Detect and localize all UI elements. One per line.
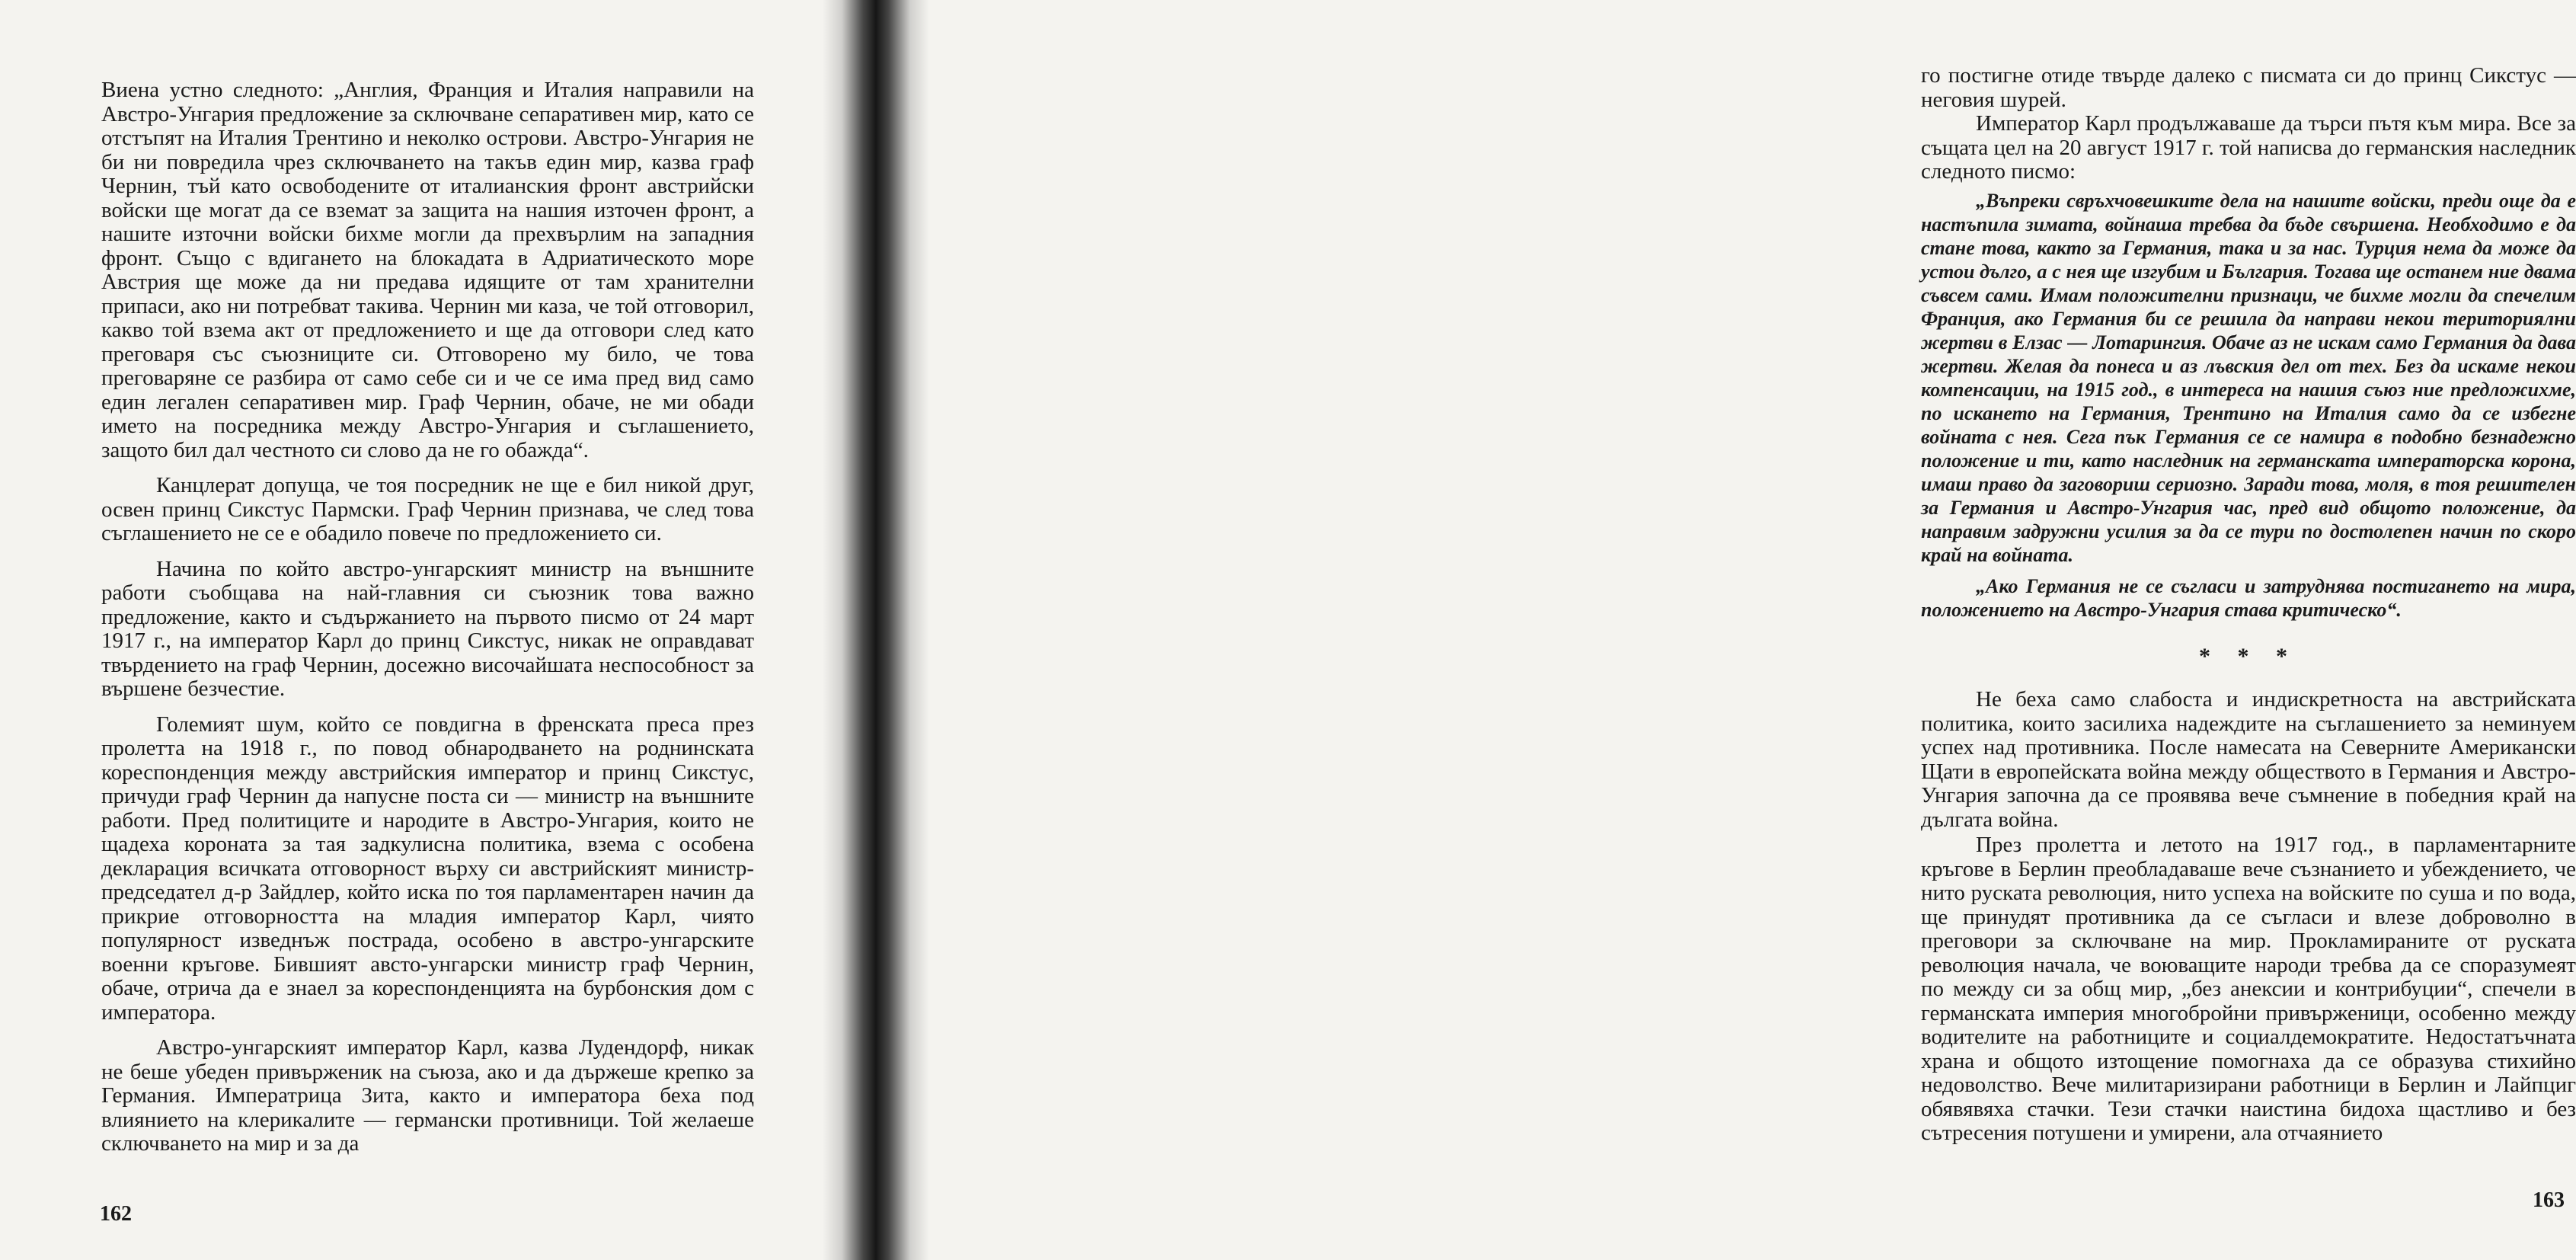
right-page	[906, 0, 2576, 1260]
paragraph: Канцлерат допуща, че тоя посредник не ще е бил никой друг, освен принц Сикстус Пармски. Граф Чернин признава, че след това съглашението не се е обадило повече по предложението си.	[101, 473, 754, 545]
paragraph: Начина по който австро-унгарският министр на външните работи съобщава на най-главния си съюзник това важно предложение, както и съдържанието на първото писмо от 24 март 1917 г., на император Карл до принц Сикстус, никак не оправдават твърдението на граф Чернин, досежно височайшата неспособност за вършене безчестие.	[101, 556, 754, 701]
paragraph: го постигне отиде твърде далеко с писмата си до принц Сикстус — неговия шурей.	[1921, 63, 2576, 112]
page-number: 162	[100, 1202, 132, 1226]
letter-quote: „Въпреки свръхчовешките дела на нашите войски, преди още да е настъпила зимата, войнаша требва да бъде свършена. Необходимо е да стане това, както за Германия, така и за нас. Турция нема да може да устои дълго, а с нея ще изгубим и България. Тогава ще останем ние двама съвсем сами. Имам положителни признаци, че бихме могли да спечелим Франция, ако Германия би се решила да направи некои териториялни жертви в Елзас — Лотарингия. Обаче аз не искам само Германия да дава жертви. Желая да понеса и аз лъвския дел от тех. Без да искаме некои компенсации, на 1915 год., в интереса на нашия съюз ние предложихме, по искането на Германия, Трентино на Италия само да се избегне войната с нея. Сега пък Германия се се намира в подобно безнадежно положение и ти, като наследник на германската императорска корона, имаш право да заговориш сериозно. Заради това, моля, в тоя решителен за Германия и Австро-Унгария час, пред вид общото положение, да направим задружни усилия за да се тури по достолепен начин по скоро край на войната.	[1921, 189, 2576, 566]
letter-quote: „Ако Германия не се съгласи и затруднява постигането на мира, положението на Австро-Унгария става критическо“.	[1921, 574, 2576, 621]
page-number: 163	[2533, 1188, 2565, 1212]
left-page-text	[101, 78, 754, 1168]
right-page-text	[1921, 64, 2576, 1157]
paragraph: Не беха само слабоста и индискретноста на австрийската политика, които засилиха надеждите на съглашението за неминуем успех над противника. После намесата на Северните Американски Щати в европейската война между обществото в Германия и Австро-Унгария започна да се проявява вече съмнение в победния край на дългата война.	[1921, 687, 2576, 832]
paragraph: През пролетта и летото на 1917 год., в парламентарните кръгове в Берлин преобладаваше вече съзнанието и убеждението, че нито руската революция, нито успеха на войските по суша и по вода, ще принудят противника да се съгласи и влезе доброволно в преговори за сключване на мир. Прокламираните от руската революция начала, че воюващите народи требва да се споразумеят по между си за общ мир, „без анексии и контрибуции“, спечели в германската империя многобройни привърженици, особенно между водителите на работниците и социалдемократите. Недостатъчната храна и общото изтощение помогнаха да се образува стихийно недоволство. Вече милитаризирани работници в Берлин и Лайпциг обявявяха стачки. Тези стачки наистина бидоха щастливо и без сътресения потушени и умирени, ала отчаянието	[1921, 833, 2576, 1145]
left-page	[0, 0, 838, 1260]
section-separator: * * *	[2199, 643, 2298, 669]
paragraph: Големият шум, който се повдигна в френската преса през пролетта на 1918 г., по повод обнародването на роднинската кореспонденция между австрийския император и принц Сикстус, причуди граф Чернин да напусне поста си — министр на външните работи. Пред политиците и народите в Австро-Унгария, които не щадеха короната за тая задкулисна политика, взема с особена декларация всичката отговорност върху си австрийският министр-председател д-р Зайдлер, който иска по тоя парламентарен начин да прикрие отговорността на младия император Карл, чиято популярност изведнъж пострада, особено в австро-унгарските военни кръгове. Бившият австо-унгарски министр граф Чернин, обаче, отрича да е знаел за кореспонденцията на бурбонския дом с императора.	[101, 712, 754, 1025]
paragraph: Император Карл продължаваше да търси пътя към мира. Все за същата цел на 20 август 1917 г. той написва до германския наследник следното писмо:	[1921, 111, 2576, 184]
paragraph: Виена устно следното: „Англия, Франция и Италия направили на Австро-Унгария предложение за сключване сепаративен мир, като се отстъпят на Италия Трентино и неколко острови. Австро-Унгария не би ни повредила чрез сключването на такъв един мир, казва граф Чернин, тъй като освободените от италианския фронт австрийски войски ще могат да се вземат за защита на нашия източен фронт, а нашите източни войски бихме могли да прехвърлим на западния фронт. Също с вдигането на блокадата в Адриатическото море Австрия ще може да ни предава идящите от там хранителни припаси, ако ни потребват такива. Чернин ми каза, че той отговорил, какво той взема акт от предложението и ще да отговори след като преговаря със съюзниците си. Отговорено му било, че това преговаряне се разбира от само себе си и че се има пред вид само един легален сепаративен мир. Граф Чернин, обаче, не ми обади името на посредника между Австро-Унгария и съглашението, защото бил дал честното си слово да не го обажда“.	[101, 78, 754, 462]
paragraph: Австро-унгарският император Карл, казва Лудендорф, никак не беше убеден привърженик на съюза, ако и да държеше крепко за Германия. Императрица Зита, както и императора беха под влиянието на клерикалите — германски противници. Той желаеше сключването на мир и за да	[101, 1035, 754, 1156]
